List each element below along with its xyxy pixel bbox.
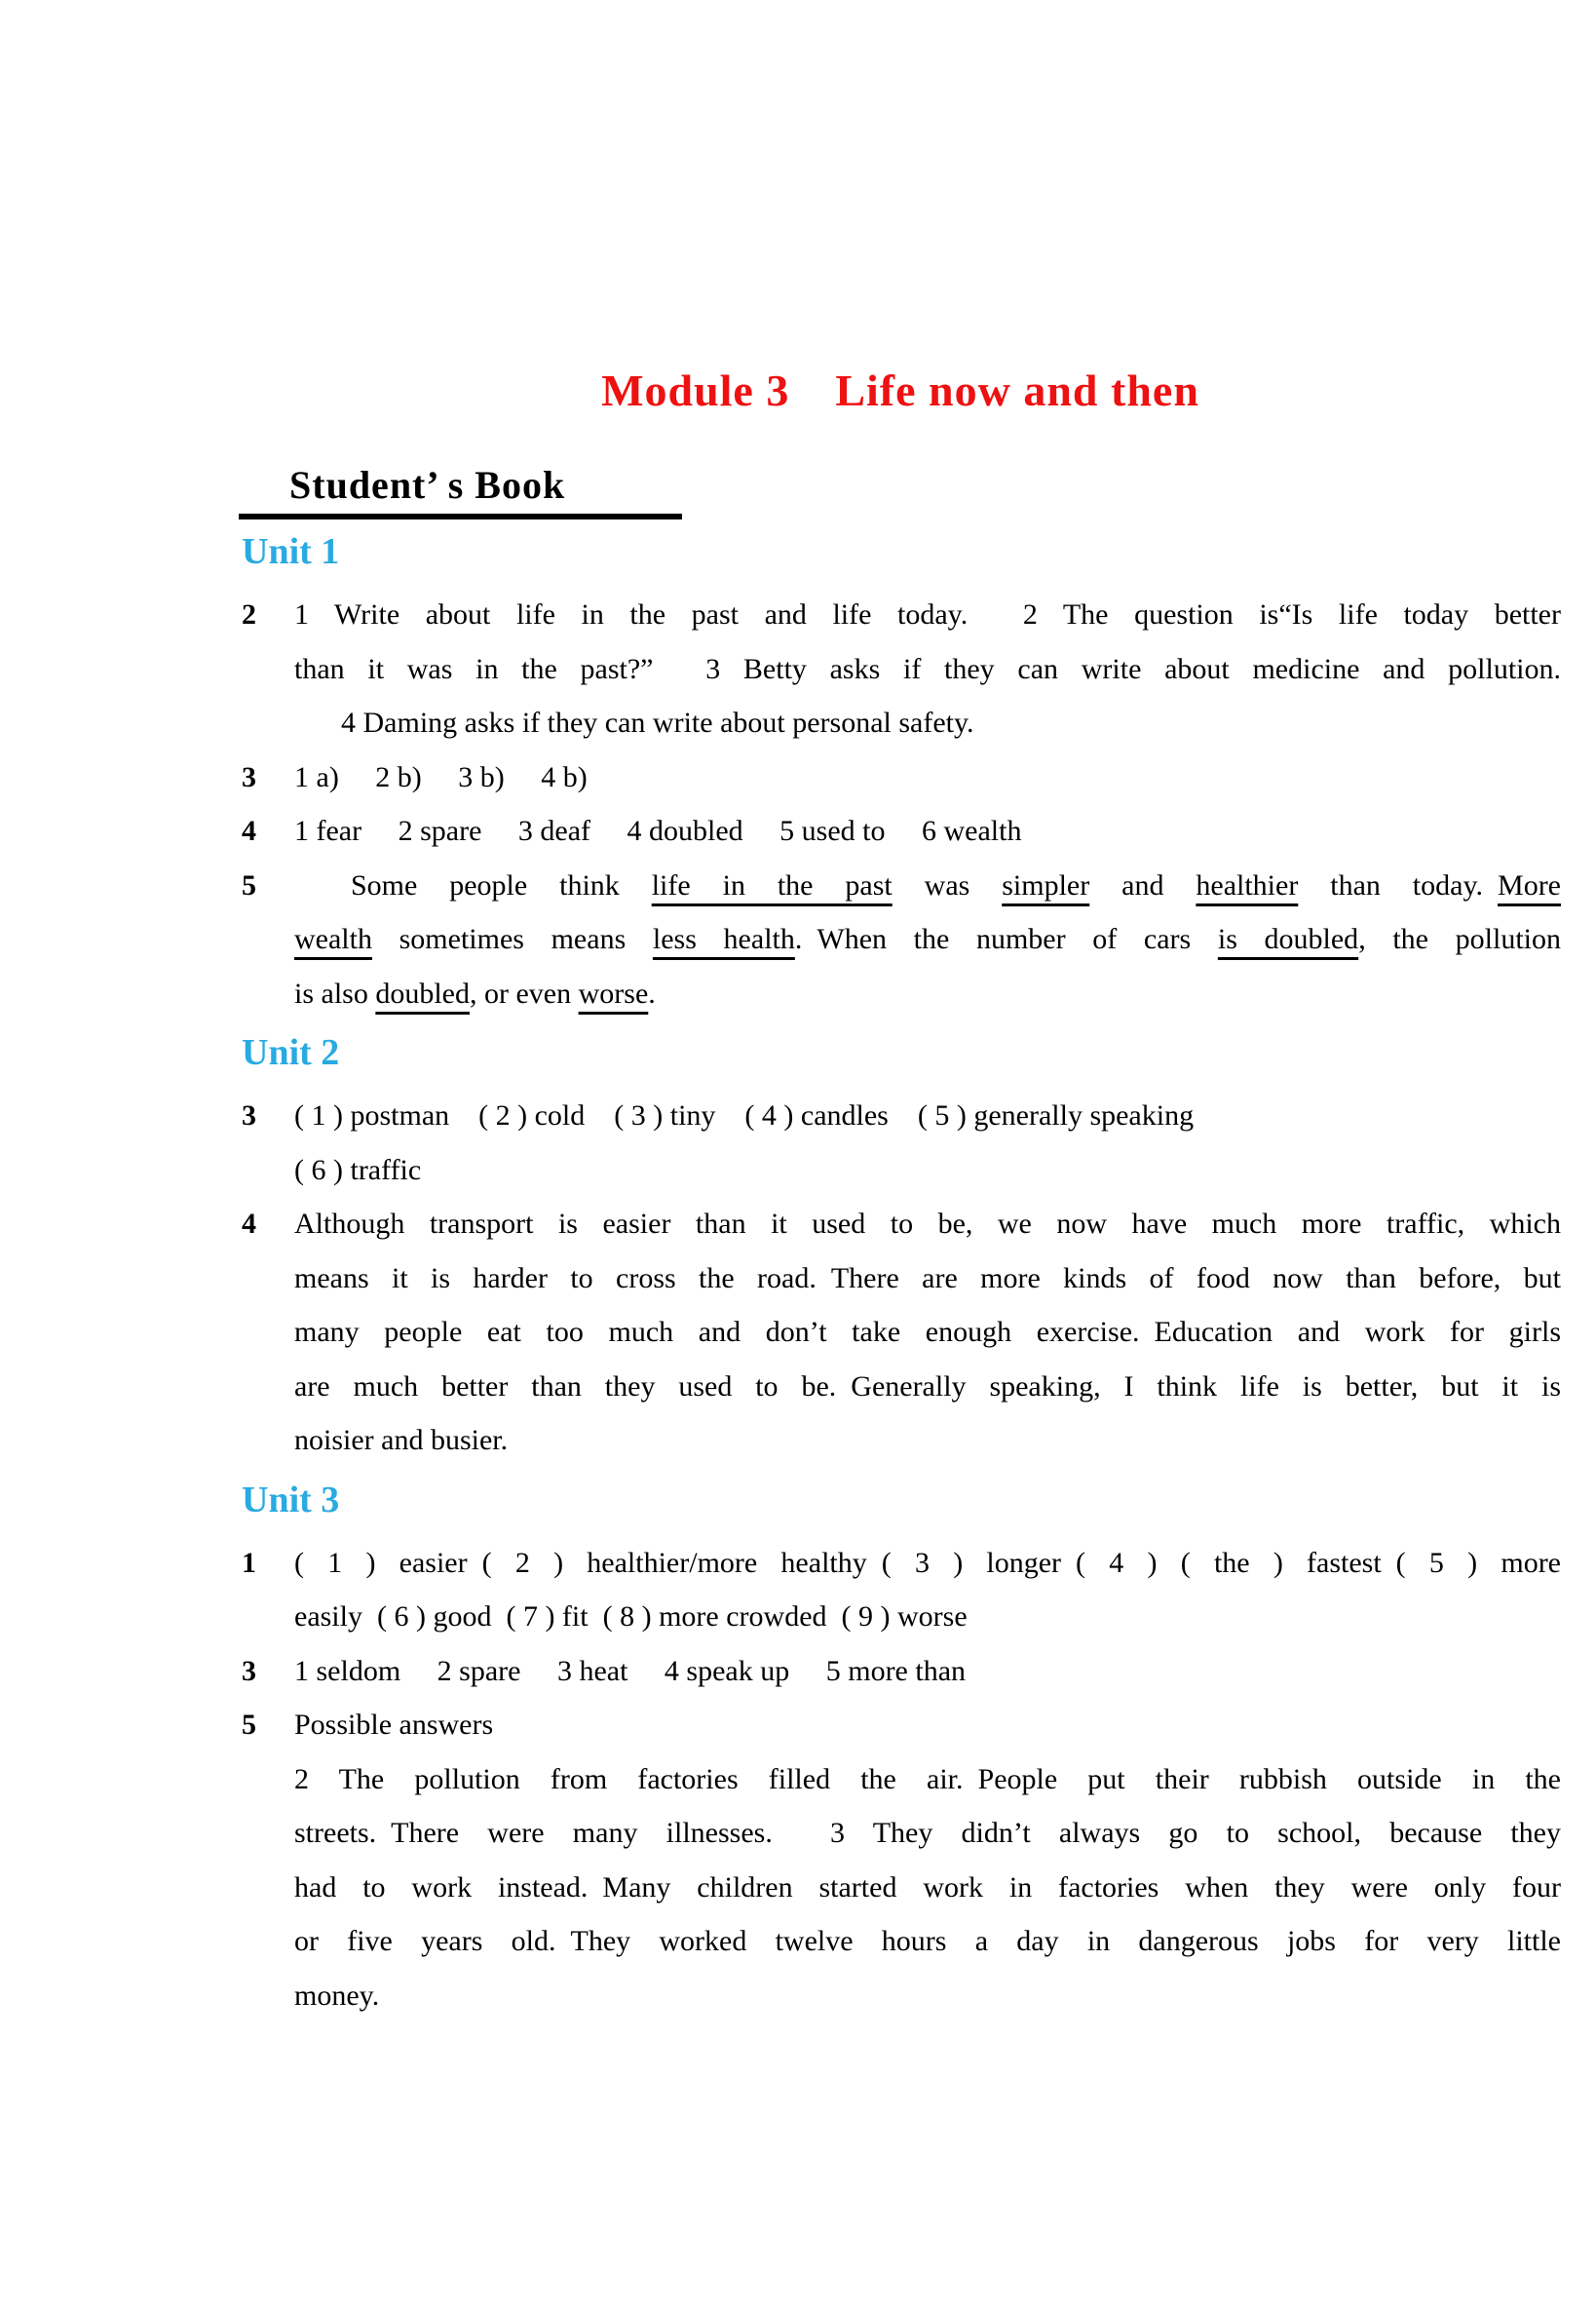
underlined-answer: less health: [652, 923, 795, 955]
unit-3-heading: Unit 3: [242, 1479, 340, 1520]
item-number: 3: [242, 760, 256, 793]
answer-item: [0, 804, 1596, 859]
item-number: 2: [242, 598, 256, 631]
answer-item: [0, 588, 1596, 750]
text-run: and: [1089, 868, 1197, 902]
item-body: [294, 1536, 1561, 1644]
answer-item: [0, 859, 1596, 1021]
text-run: .: [648, 977, 656, 1010]
answer-item: [0, 1536, 1596, 1644]
answer-line: [294, 859, 1561, 913]
item-number: 3: [242, 1099, 256, 1132]
item-body: [294, 1698, 1561, 2022]
item-body: [294, 804, 1561, 859]
answer-line: 1 Write about life in the past and life today. 2 The question is“Is life today better: [294, 598, 1561, 631]
text-run: is also: [294, 977, 376, 1010]
answer-line: Although transport is easier than it used to be, we now have much more traffic, which: [294, 1208, 1561, 1240]
unit-2-heading: Unit 2: [242, 1032, 340, 1073]
item-body: [294, 750, 1561, 805]
answer-item: [0, 1644, 1596, 1699]
answer-line: noisier and busier.: [294, 1424, 509, 1456]
item-number: 3: [242, 1654, 256, 1687]
text-run: , the pollution: [1358, 923, 1561, 955]
item-number: 5: [242, 1709, 256, 1741]
answer-line: many people eat too much and don’t take enough exercise. Education and work for girls: [294, 1316, 1561, 1348]
underlined-answer: wealth: [294, 923, 372, 955]
item-body: [294, 1197, 1561, 1468]
underlined-answer: simpler: [1002, 868, 1090, 902]
answer-line: 4 Daming asks if they can write about personal safety.: [341, 707, 974, 739]
item-number: 1: [242, 1546, 256, 1579]
text-run: sometimes means: [371, 923, 653, 955]
text-run: than today.: [1298, 868, 1499, 902]
item-body: [294, 1089, 1561, 1197]
answer-line: 2 The pollution from factories filled the air. People put their rubbish outside in the: [294, 1762, 1561, 1795]
answer-line: ( 1 ) easier ( 2 ) healthier/more healthy ( 3 ) longer ( 4 ) ( the ) fastest ( 5 ) more: [294, 1546, 1561, 1579]
text-run: , or even: [470, 977, 579, 1010]
answer-line: had to work instead. Many children started work in factories when they were only four: [294, 1870, 1561, 1903]
unit-1-heading: Unit 1: [242, 531, 340, 572]
section-heading-block: [239, 461, 682, 519]
answer-line: are much better than they used to be. Generally speaking, I think life is better, but it is: [294, 1369, 1561, 1403]
answer-line: ( 6 ) traffic: [294, 1153, 422, 1186]
underlined-answer: worse: [578, 977, 649, 1010]
section-title: Student’ s Book: [289, 463, 566, 507]
answer-line: means it is harder to cross the road. There are more kinds of food now than before, but: [294, 1261, 1561, 1294]
answer-item: [0, 1698, 1596, 2022]
item-body: [294, 859, 1561, 1021]
underlined-answer: More: [1498, 868, 1561, 902]
section-underline: [239, 514, 682, 519]
text-run: . When the number of cars: [794, 923, 1218, 955]
answer-line: [294, 967, 1561, 1021]
answer-item: [0, 1089, 1596, 1197]
text-run: Some people think: [351, 868, 652, 902]
module-title: Module 3 Life now and then: [601, 365, 1199, 415]
underlined-answer: doubled: [375, 977, 470, 1010]
answer-line: money.: [294, 1979, 380, 2012]
underlined-answer: life in the past: [651, 868, 893, 902]
answer-line: ( 1 ) postman ( 2 ) cold ( 3 ) tiny ( 4 ) candles ( 5 ) generally speaking: [294, 1099, 1195, 1132]
answer-line: or five years old. They worked twelve hours a day in dangerous jobs for very little: [294, 1925, 1561, 1957]
underlined-answer: healthier: [1196, 868, 1299, 902]
answer-item: [0, 750, 1596, 805]
item-number: 4: [242, 815, 256, 847]
answer-line: easily ( 6 ) good ( 7 ) fit ( 8 ) more crowded ( 9 ) worse: [294, 1600, 968, 1633]
answer-line: streets. There were many illnesses. 3 They didn’t always go to school, because they: [294, 1817, 1561, 1849]
answer-line: 1 seldom 2 spare 3 heat 4 speak up 5 more than: [294, 1654, 967, 1687]
item-body: [294, 588, 1561, 750]
answer-item: [0, 1197, 1596, 1468]
answer-line: than it was in the past?” 3 Betty asks if they can write about medicine and pollution.: [294, 652, 1561, 685]
answer-line: Possible answers: [294, 1709, 494, 1741]
item-body: [294, 1644, 1561, 1699]
item-number: 4: [242, 1208, 256, 1240]
text-run: was: [892, 868, 1003, 902]
answer-line: 1 a) 2 b) 3 b) 4 b): [294, 760, 588, 793]
item-number: 5: [242, 868, 256, 902]
answer-line: [294, 912, 1561, 967]
underlined-answer: is doubled: [1217, 923, 1359, 955]
answer-line: 1 fear 2 spare 3 deaf 4 doubled 5 used to 6 wealth: [294, 815, 1022, 847]
